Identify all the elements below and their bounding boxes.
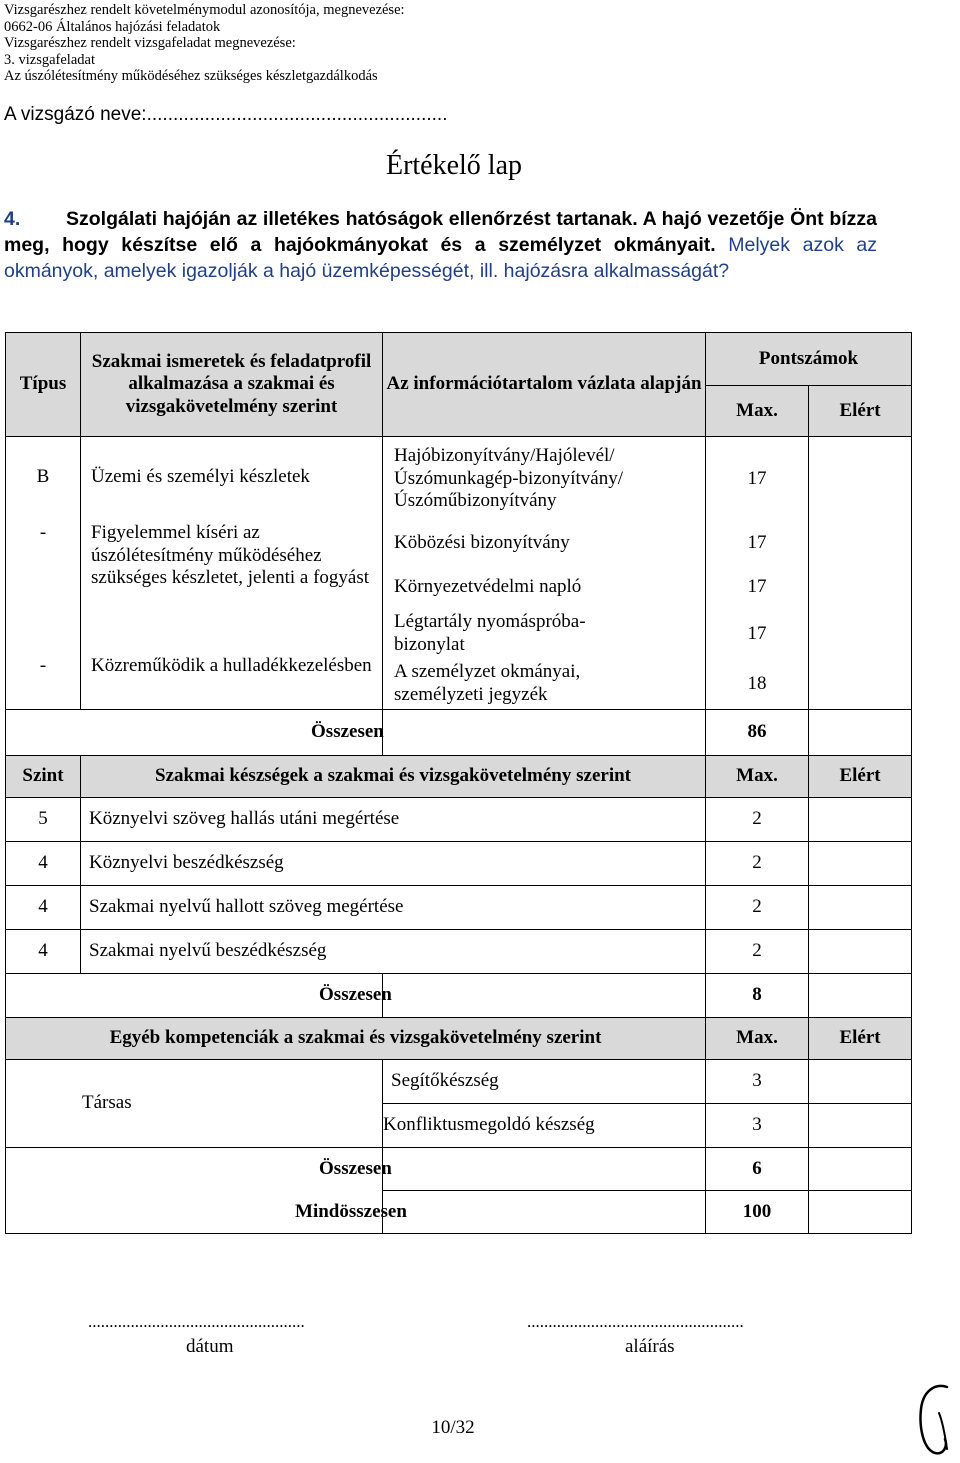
document-header bbox=[4, 2, 405, 85]
section3-total-value: 6 bbox=[706, 1148, 809, 1191]
task-description bbox=[4, 206, 877, 284]
col-achieved-header: Elért bbox=[809, 386, 912, 437]
achieved-cell[interactable] bbox=[809, 1104, 912, 1148]
skill-cell: Köznyelvi szöveg hallás utáni megértése bbox=[81, 798, 706, 842]
col-achieved-header-2: Elért bbox=[809, 756, 912, 798]
competency-group: Társas bbox=[6, 1060, 383, 1148]
section2-total-value: 8 bbox=[706, 974, 809, 1018]
skill-cell: Szakmai nyelvű beszédkészség bbox=[81, 930, 706, 974]
info-item: A személyzet okmányai, személyzeti jegyzék bbox=[394, 661, 581, 705]
max-cell: 2 bbox=[706, 930, 809, 974]
signature-dots: ................................................... bbox=[527, 1312, 744, 1331]
skill-item: Üzemi és személyi készletek bbox=[91, 465, 310, 487]
section2-total-label: Összesen bbox=[383, 974, 706, 1018]
type-column bbox=[6, 437, 81, 710]
info-item: Légtartály nyomáspróba-bizonylat bbox=[394, 611, 586, 655]
section3-total-label: Összesen bbox=[383, 1148, 706, 1191]
max-cell: 3 bbox=[706, 1060, 809, 1104]
handwritten-initial-mark bbox=[915, 1383, 955, 1458]
col-info-header: Az információtartalom vázlata alapján bbox=[383, 333, 706, 437]
task-text-part2: Melyek azok az okmányok, amelyek igazolják a hajó üzemképességét, ill. hajózásra alkalmasságát? bbox=[4, 234, 878, 282]
skill-cell: Szakmai nyelvű hallott szöveg megértése bbox=[81, 886, 706, 930]
grand-total-achieved[interactable] bbox=[809, 1191, 912, 1234]
achieved-cell[interactable] bbox=[809, 886, 912, 930]
max-value: 17 bbox=[747, 575, 767, 597]
grand-total-label: Mindösszesen bbox=[383, 1191, 706, 1234]
section1-total-label: Összesen bbox=[383, 710, 706, 756]
signature-label: aláírás bbox=[625, 1336, 675, 1357]
evaluation-table bbox=[5, 332, 912, 1234]
info-column bbox=[383, 437, 706, 710]
candidate-name-line: A vizsgázó neve:......................................................... bbox=[4, 104, 448, 125]
page-number: 10/32 bbox=[431, 1417, 475, 1438]
section2-total-achieved[interactable] bbox=[809, 974, 912, 1018]
col-skills-header: Szakmai készségek a szakmai és vizsgakövetelmény szerint bbox=[81, 756, 706, 798]
achieved-cell[interactable] bbox=[809, 437, 912, 710]
col-max-header: Max. bbox=[706, 386, 809, 437]
skill-cell: Köznyelvi beszédkészség bbox=[81, 842, 706, 886]
col-level-header: Szint bbox=[6, 756, 81, 798]
grand-total-value: 100 bbox=[706, 1191, 809, 1234]
competency-cell: Segítőkészség bbox=[383, 1060, 706, 1104]
section1-total-value: 86 bbox=[706, 710, 809, 756]
type-item: - bbox=[39, 654, 47, 676]
max-value: 18 bbox=[747, 672, 767, 694]
competency-cell: Konfliktusmegoldó készség bbox=[383, 1104, 706, 1148]
type-item: - bbox=[39, 522, 47, 543]
header-line-4: 3. vizsgafeladat bbox=[4, 51, 95, 68]
achieved-cell[interactable] bbox=[809, 798, 912, 842]
col-points-header: Pontszámok bbox=[706, 333, 912, 386]
type-item: B bbox=[36, 465, 50, 487]
achieved-cell[interactable] bbox=[809, 842, 912, 886]
header-line-1: Vizsgarészhez rendelt követelménymodul azonosítója, megnevezése: bbox=[4, 2, 405, 18]
level-cell: 5 bbox=[6, 798, 81, 842]
knowledge-column bbox=[81, 437, 383, 710]
section3-total-achieved[interactable] bbox=[809, 1148, 912, 1191]
max-cell: 3 bbox=[706, 1104, 809, 1148]
level-cell: 4 bbox=[6, 886, 81, 930]
col-achieved-header-3: Elért bbox=[809, 1018, 912, 1060]
task-number: 4. bbox=[4, 208, 21, 230]
skill-item: Közreműködik a hulladékkezelésben bbox=[91, 654, 372, 676]
section1-total-achieved[interactable] bbox=[809, 710, 912, 756]
date-label: dátum bbox=[186, 1336, 234, 1357]
info-item: Környezetvédelmi napló bbox=[394, 575, 582, 597]
max-cell: 2 bbox=[706, 798, 809, 842]
info-item: Köbözési bizonyítvány bbox=[394, 531, 570, 553]
col-other-competencies-header: Egyéb kompetenciák a szakmai és vizsgakövetelmény szerint bbox=[6, 1018, 706, 1060]
header-line-2: 0662-06 Általános hajózási feladatok bbox=[4, 18, 221, 35]
max-value: 17 bbox=[747, 622, 767, 644]
col-knowledge-header: Szakmai ismeretek és feladatprofil alkalmazása a szakmai és vizsgakövetelmény szerint bbox=[81, 333, 383, 437]
level-cell: 4 bbox=[6, 842, 81, 886]
achieved-cell[interactable] bbox=[809, 1060, 912, 1104]
task-text-part1: Szolgálati hajóján az illetékes hatóságok ellenőrzést tartanak. A hajó vezetője Önt bízza meg, hogy készítse elő a hajóokmányokat és a személyzet okmányait. bbox=[4, 208, 877, 256]
max-value: 17 bbox=[747, 531, 767, 553]
max-cell: 2 bbox=[706, 842, 809, 886]
page-title: Értékelő lap bbox=[385, 150, 523, 181]
col-type-header: Típus bbox=[6, 333, 81, 437]
max-value: 17 bbox=[747, 467, 767, 489]
skill-item: Figyelemmel kíséri az úszólétesítmény működéséhez szükséges készletet, jelenti a fogyást bbox=[91, 522, 370, 589]
max-cell: 2 bbox=[706, 886, 809, 930]
level-cell: 4 bbox=[6, 930, 81, 974]
achieved-cell[interactable] bbox=[809, 930, 912, 974]
max-column bbox=[706, 437, 809, 710]
col-max-header-3: Max. bbox=[706, 1018, 809, 1060]
info-item: Hajóbizonyítvány/Hajólevél/ Úszómunkagép-bizonyítvány/ Úszóműbizonyítvány bbox=[394, 445, 624, 512]
header-line-3: Vizsgarészhez rendelt vizsgafeladat megnevezése: bbox=[4, 35, 296, 52]
header-line-5: Az úszólétesítmény működéséhez szükséges készletgazdálkodás bbox=[4, 68, 378, 85]
col-max-header-2: Max. bbox=[706, 756, 809, 798]
date-dots: ................................................... bbox=[88, 1312, 305, 1331]
